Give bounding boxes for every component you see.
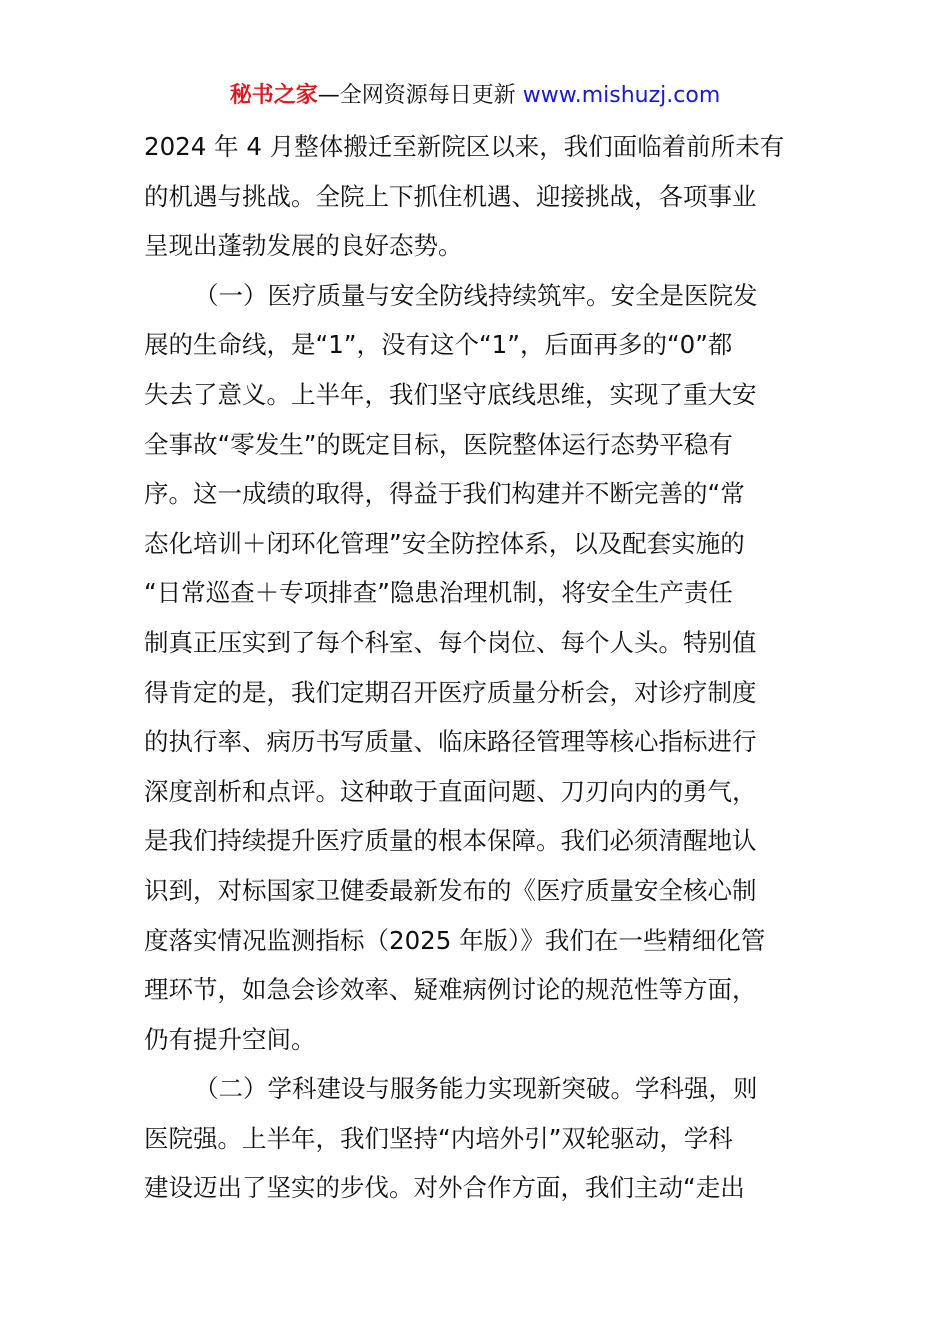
text-line: 呈现出蓬勃发展的良好态势。 (144, 231, 463, 261)
text-line: 的机遇与挑战。全院上下抓住机遇、迎接挑战，各项事业 (144, 181, 757, 211)
text-line: 全事故“零发生”的既定目标，医院整体运行态势平稳有 (144, 429, 733, 459)
section-heading-line: （二）学科建设与服务能力实现新突破。学科强，则 (194, 1074, 758, 1104)
text-line: 医院强。上半年，我们坚持“内培外引”双轮驱动，学科 (144, 1123, 733, 1153)
text-line: 态化培训＋闭环化管理”安全防控体系，以及配套实施的 (144, 528, 745, 558)
text-line: “日常巡查＋专项排查”隐患治理机制，将安全生产责任 (144, 578, 733, 608)
text-line: 理环节，如急会诊效率、疑难病例讨论的规范性等方面， (144, 975, 757, 1005)
text-line: 识到，对标国家卫健委最新发布的《医疗质量安全核心制 (144, 875, 757, 905)
site-url-link[interactable]: www.mishuzj.com (522, 83, 721, 108)
document-body (144, 122, 806, 1213)
text-line: 度落实情况监测指标（2025 年版）》我们在一些精细化管 (144, 925, 766, 955)
text-line: 深度剖析和点评。这种敢于直面问题、刀刃向内的勇气， (144, 776, 757, 806)
text-line: 2024 年 4 月整体搬迁至新院区以来，我们面临着前所未有 (144, 132, 785, 161)
text-line: 仍有提升空间。 (144, 1024, 316, 1054)
text-line: 展的生命线，是“1”，没有这个“1”，后面再多的“0”都 (144, 330, 733, 360)
header-tagline: —全网资源每日更新 (317, 83, 516, 108)
text-line: 是我们持续提升医疗质量的根本保障。我们必须清醒地认 (144, 826, 757, 856)
text-line: 得肯定的是，我们定期召开医疗质量分析会，对诊疗制度 (144, 677, 757, 707)
text-line: 建设迈出了坚实的步伐。对外合作方面，我们主动“走出 (144, 1173, 745, 1203)
page-header (0, 80, 950, 112)
text-line: 制真正压实到了每个科室、每个岗位、每个人头。特别值 (144, 627, 757, 657)
brand-name: 秘书之家 (229, 83, 318, 108)
text-line: 的执行率、病历书写质量、临床路径管理等核心指标进行 (144, 727, 757, 757)
section-heading-line: （一）医疗质量与安全防线持续筑牢。安全是医院发 (194, 280, 758, 310)
text-line: 序。这一成绩的取得，得益于我们构建并不断完善的“常 (144, 479, 745, 509)
text-line: 失去了意义。上半年，我们坚守底线思维，实现了重大安 (144, 379, 757, 409)
